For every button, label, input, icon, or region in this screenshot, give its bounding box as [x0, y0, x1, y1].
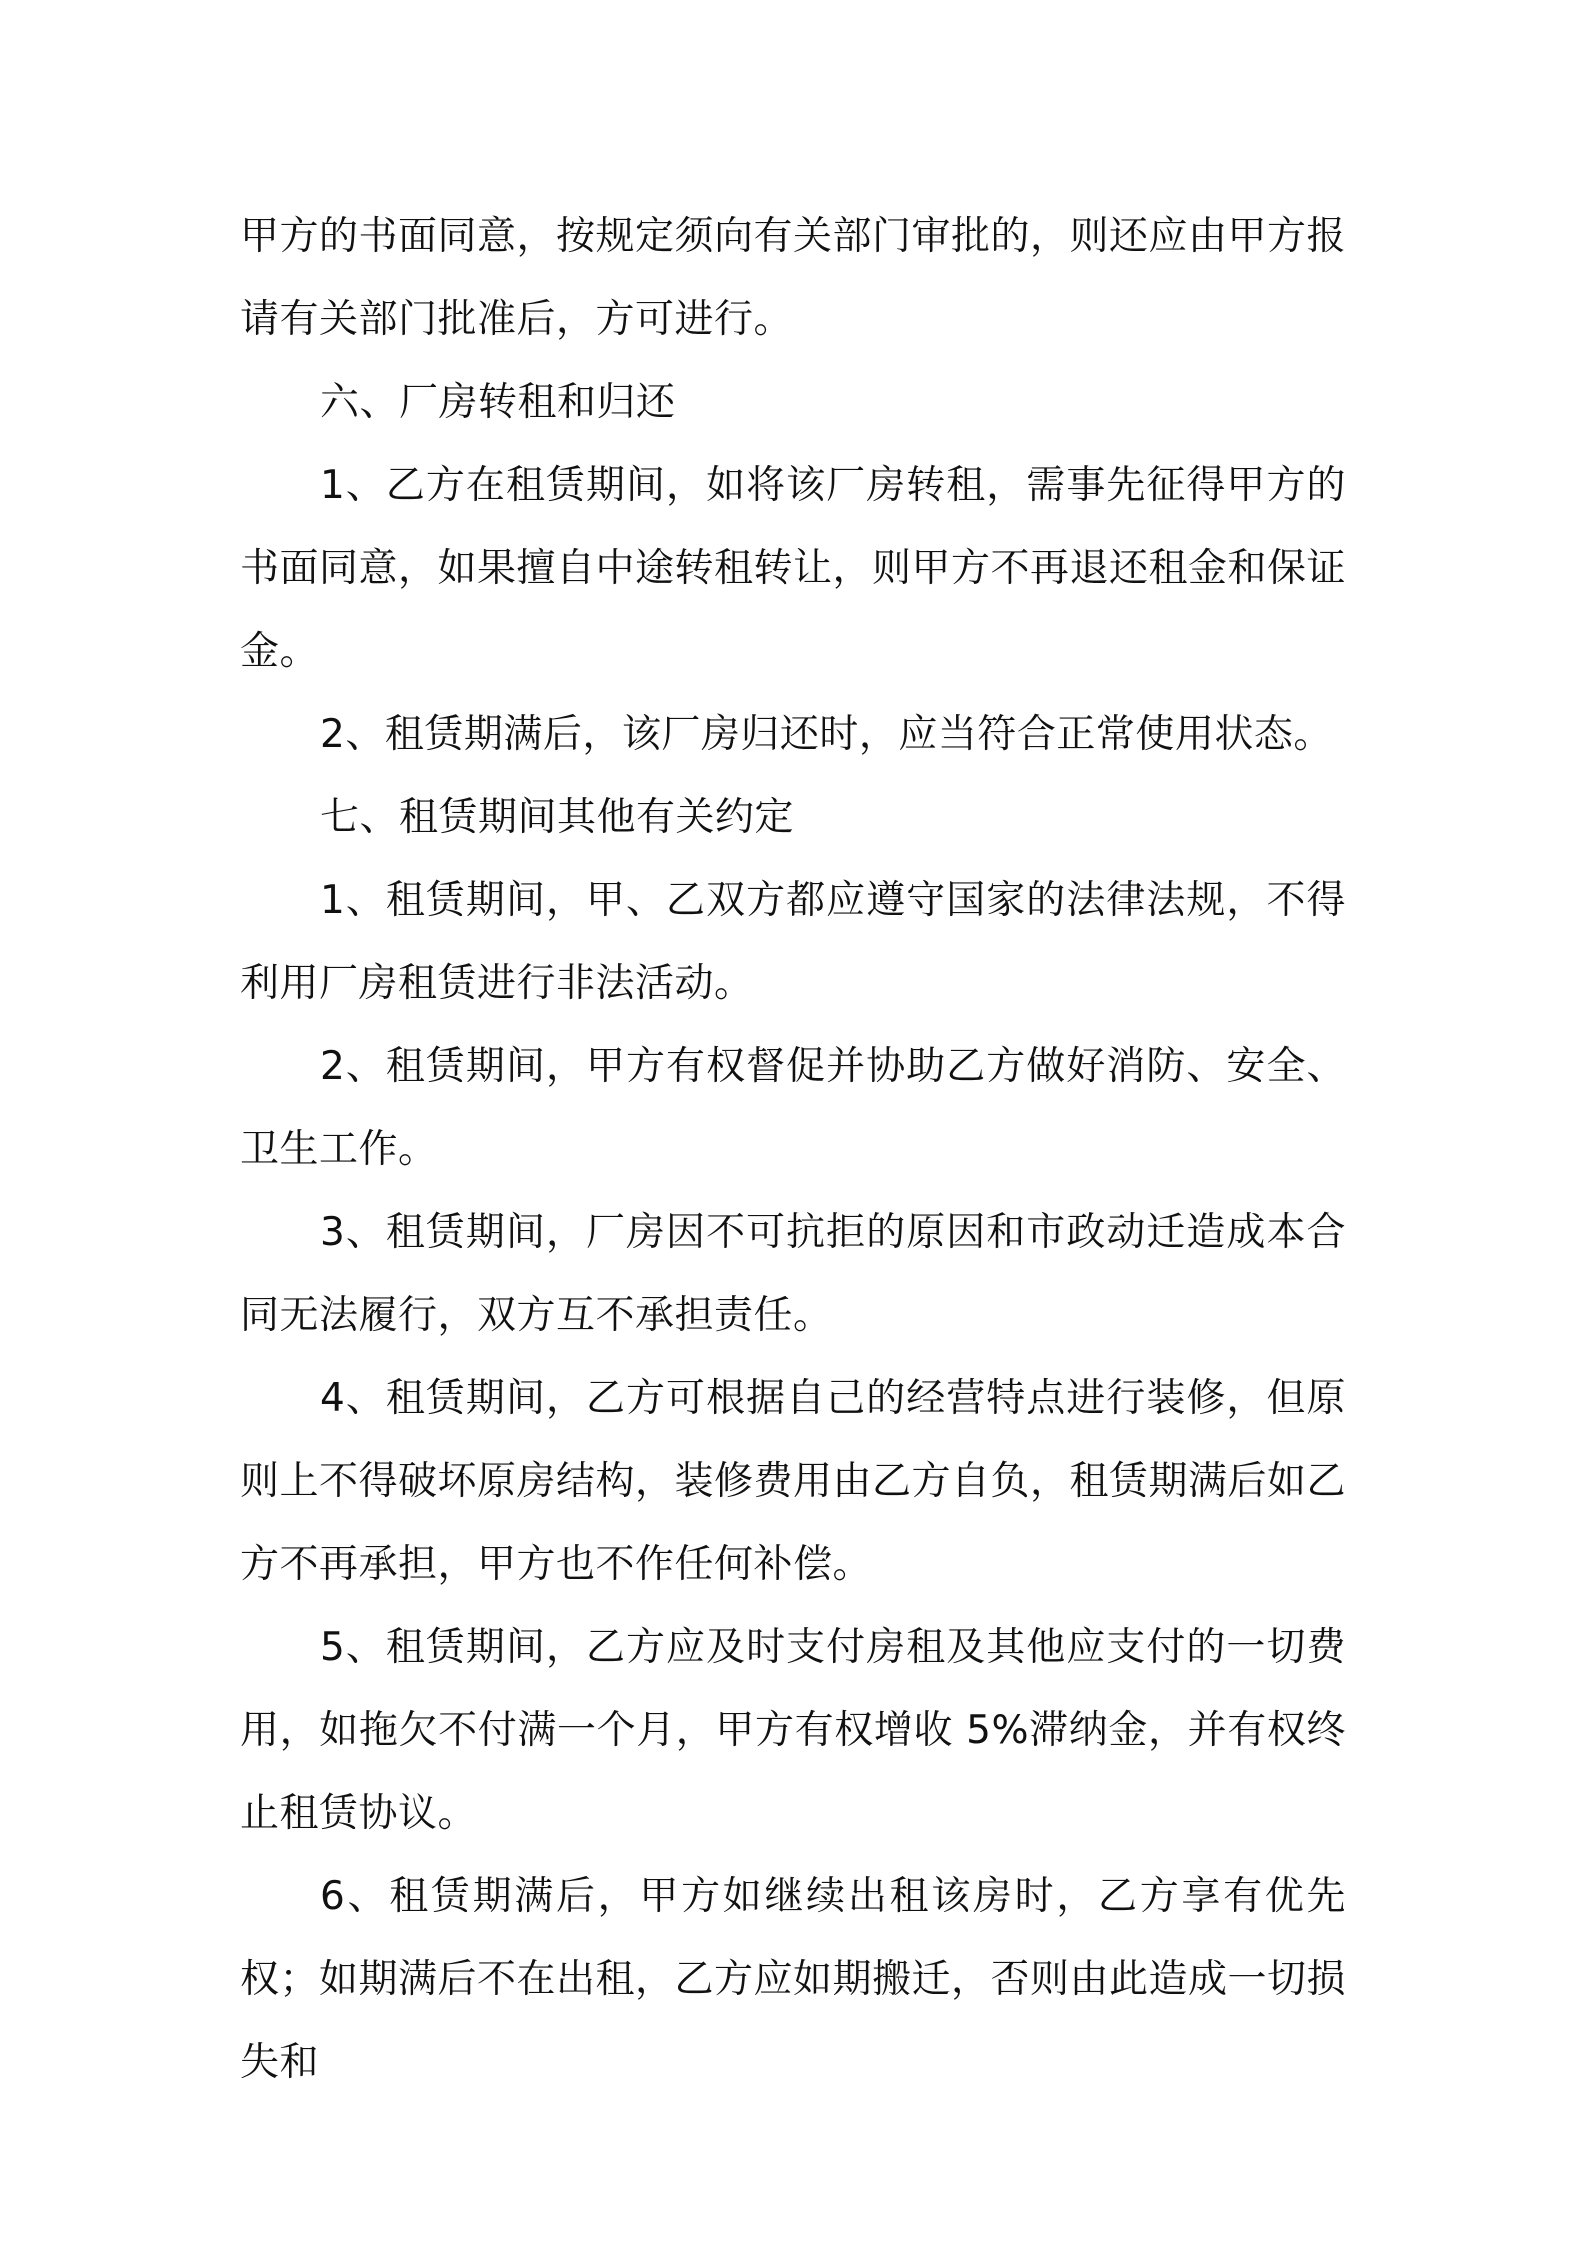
- clause-priority-renewal: 6、租赁期满后，甲方如继续出租该房时，乙方享有优先权；如期满后不在出租，乙方应如期搬迁，否则由此造成一切损失和: [240, 1874, 1347, 2085]
- clause-sublease: 1、乙方在租赁期间，如将该厂房转租，需事先征得甲方的书面同意，如果擅自中途转租转让，则甲方不再退还租金和保证金。: [240, 463, 1347, 674]
- clause-force-majeure: 3、租赁期间，厂房因不可抗拒的原因和市政动迁造成本合同无法履行，双方互不承担责任。: [240, 1210, 1346, 1338]
- section-heading-other-terms: 七、租赁期间其他有关约定: [320, 795, 795, 840]
- paragraph-continuation: 甲方的书面同意，按规定须向有关部门审批的，则还应由甲方报请有关部门批准后，方可进行。: [240, 214, 1347, 342]
- clause-payment: 5、租赁期间，乙方应及时支付房租及其他应支付的一切费用，如拖欠不付满一个月，甲方有权增收 5%滞纳金，并有权终止租赁协议。: [240, 1625, 1346, 1836]
- clause-renovation: 4、租赁期间，乙方可根据自己的经营特点进行装修，但原则上不得破坏原房结构，装修费用由乙方自负，租赁期满后如乙方不再承担，甲方也不作任何补偿。: [240, 1376, 1347, 1587]
- section-heading-sublease-return: 六、厂房转租和归还: [320, 380, 676, 425]
- clause-law-compliance: 1、租赁期间，甲、乙双方都应遵守国家的法律法规，不得利用厂房租赁进行非法活动。: [240, 878, 1346, 1006]
- document-body: [240, 195, 1346, 2104]
- clause-safety-supervision: 2、租赁期间，甲方有权督促并协助乙方做好消防、安全、卫生工作。: [240, 1044, 1346, 1172]
- clause-return-condition: 2、租赁期满后，该厂房归还时，应当符合正常使用状态。: [320, 712, 1333, 757]
